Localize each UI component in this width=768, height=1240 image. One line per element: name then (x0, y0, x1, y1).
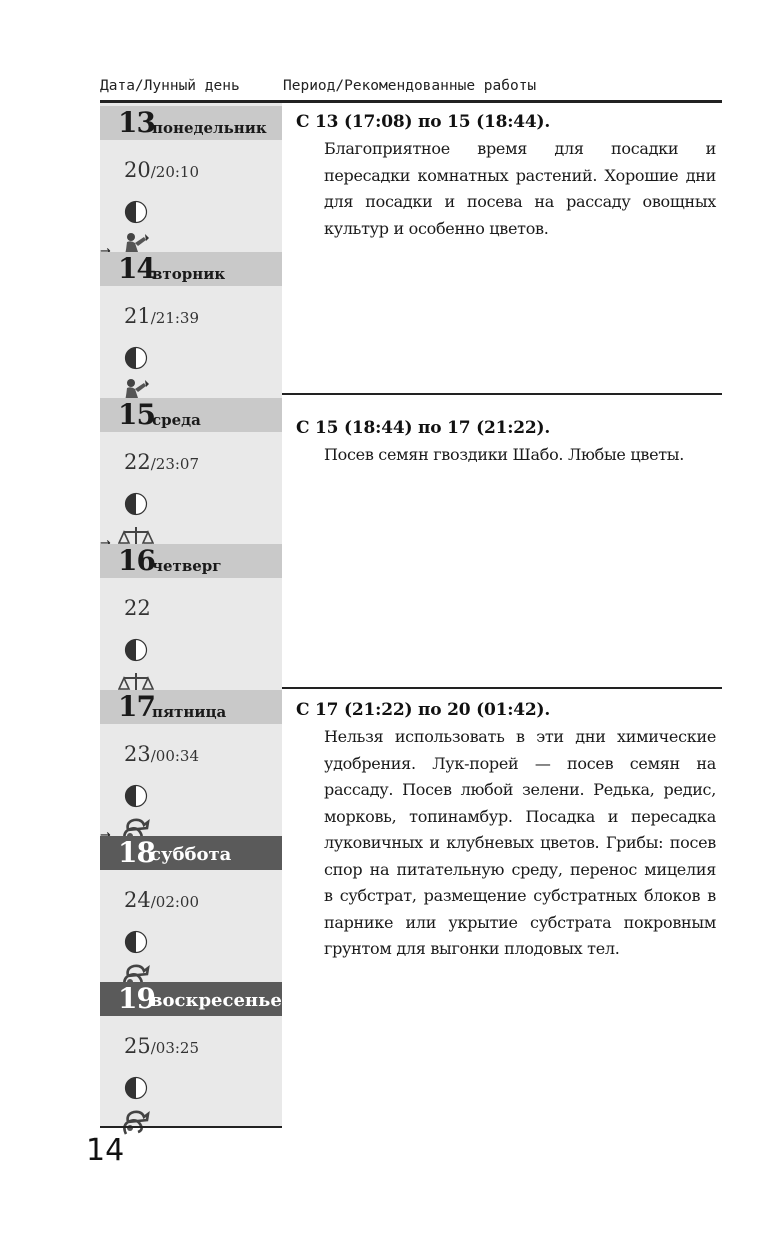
day-number: 13 (118, 106, 155, 139)
day-number: 14 (118, 252, 155, 285)
day-number: 18 (118, 836, 155, 869)
period-title: С 15 (18:44) по 17 (21:22). (296, 418, 551, 438)
period-title: С 13 (17:08) по 15 (18:44). (296, 112, 551, 132)
period-title: С 17 (21:22) по 20 (01:42). (296, 700, 551, 720)
page-number: 14 (86, 1133, 125, 1168)
period-block (296, 418, 716, 469)
lunar-day: 21/21:39 (124, 304, 200, 328)
waning-moon-icon (124, 638, 148, 662)
weekday-name: пятница (152, 703, 227, 721)
weekday-name: четверг (152, 557, 222, 575)
waning-moon-icon (124, 930, 148, 954)
lunar-day: 22/23:07 (124, 450, 200, 474)
lunar-day: 22 (124, 596, 151, 620)
period-block (296, 700, 716, 963)
weekday-name: суббота (150, 844, 232, 865)
weekday-name: воскресенье (150, 990, 282, 1011)
weekday-name: понедельник (152, 119, 267, 137)
day-number: 17 (118, 690, 155, 723)
header-period-column: Период/Рекомендованные работы (283, 78, 537, 94)
waning-moon-icon (124, 492, 148, 516)
lunar-day: 24/02:00 (124, 888, 200, 912)
lunar-day: 20/20:10 (124, 158, 200, 182)
period-block (296, 112, 716, 242)
waning-moon-icon (124, 200, 148, 224)
lunar-day: 23/00:34 (124, 742, 200, 766)
waning-moon-icon (124, 346, 148, 370)
weekday-name: вторник (152, 265, 226, 283)
waning-moon-icon (124, 784, 148, 808)
period-separator (282, 687, 722, 689)
period-recommendations: Посев семян гвоздики Шабо. Любые цветы. (324, 445, 685, 464)
lunar-day: 25/03:25 (124, 1034, 200, 1058)
period-recommendations: Нельзя использовать в эти дни химические удобрения. Лук-порей — посев семян на рассаду. Посев любой зелени. Редька, редис, морковь, топинамбур. Посадка и пересадка луковичных и клубневых цветов. Грибы: посев спор на питательную среду, перенос мицелия в субстрат, размещение субстратных блоков в парнике или укрытие субстрата покровным грунтом для выгонки плодовых тел. (324, 727, 716, 958)
date-column-bottom-rule (100, 1126, 282, 1128)
header-date-column: Дата/Лунный день (100, 78, 240, 94)
period-recommendations: Благоприятное время для посадки и пересадки комнатных растений. Хорошие дни для посадки и посева на рассаду овощных культур и особенно цветов. (324, 139, 716, 238)
waning-moon-icon (124, 1076, 148, 1100)
day-number: 19 (118, 982, 155, 1015)
period-separator (282, 393, 722, 395)
weekday-name: среда (152, 411, 201, 429)
day-number: 16 (118, 544, 155, 577)
day-number: 15 (118, 398, 155, 431)
